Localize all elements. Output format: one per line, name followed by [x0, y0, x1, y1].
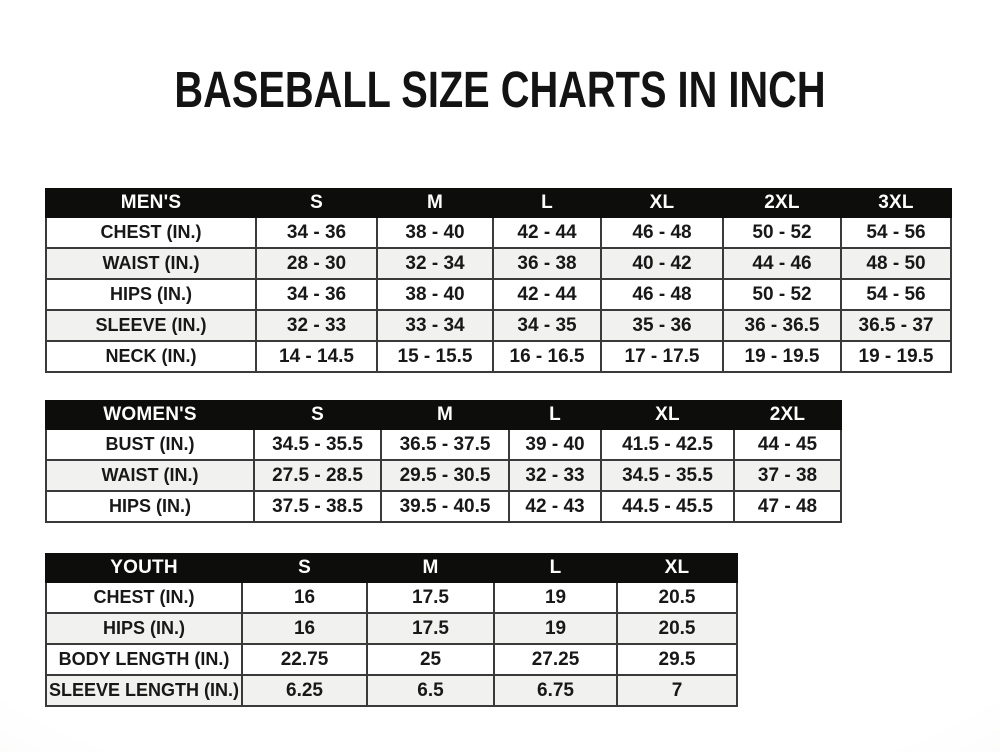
column-header-cell: S [242, 554, 367, 582]
size-value-cell: 16 [242, 582, 367, 613]
row-label-cell: CHEST (IN.) [46, 217, 256, 248]
header-row [46, 401, 841, 429]
size-value-cell: 6.75 [494, 675, 617, 706]
column-header-cell: XL [601, 401, 734, 429]
table-row [46, 460, 841, 491]
column-header-cell: S [254, 401, 381, 429]
size-value-cell: 35 - 36 [601, 310, 723, 341]
column-header-cell: 2XL [734, 401, 841, 429]
size-value-cell: 28 - 30 [256, 248, 377, 279]
size-value-cell: 50 - 52 [723, 279, 841, 310]
size-value-cell: 40 - 42 [601, 248, 723, 279]
size-value-cell: 39 - 40 [509, 429, 601, 460]
size-value-cell: 38 - 40 [377, 217, 493, 248]
size-value-cell: 29.5 [617, 644, 737, 675]
size-value-cell: 32 - 33 [509, 460, 601, 491]
table-row [46, 644, 737, 675]
size-value-cell: 41.5 - 42.5 [601, 429, 734, 460]
size-value-cell: 34 - 36 [256, 279, 377, 310]
column-header-cell: M [367, 554, 494, 582]
size-value-cell: 37 - 38 [734, 460, 841, 491]
size-value-cell: 38 - 40 [377, 279, 493, 310]
mens-size-table [45, 188, 952, 373]
row-label-cell: HIPS (IN.) [46, 613, 242, 644]
size-value-cell: 17.5 [367, 582, 494, 613]
size-value-cell: 42 - 44 [493, 217, 601, 248]
size-value-cell: 17 - 17.5 [601, 341, 723, 372]
size-value-cell: 44 - 45 [734, 429, 841, 460]
size-value-cell: 14 - 14.5 [256, 341, 377, 372]
header-row [46, 554, 737, 582]
size-value-cell: 46 - 48 [601, 217, 723, 248]
column-header-cell: 2XL [723, 189, 841, 217]
size-value-cell: 44 - 46 [723, 248, 841, 279]
column-header-cell: M [381, 401, 509, 429]
size-value-cell: 36.5 - 37.5 [381, 429, 509, 460]
table-title-cell: WOMEN'S [46, 401, 254, 429]
size-value-cell: 34 - 36 [256, 217, 377, 248]
size-value-cell: 34 - 35 [493, 310, 601, 341]
page-title: BASEBALL SIZE CHARTS IN INCH [174, 61, 826, 118]
column-header-cell: M [377, 189, 493, 217]
table-row [46, 217, 951, 248]
row-label-cell: BODY LENGTH (IN.) [46, 644, 242, 675]
size-value-cell: 32 - 34 [377, 248, 493, 279]
size-value-cell: 19 - 19.5 [841, 341, 951, 372]
womens-size-table [45, 400, 842, 523]
size-value-cell: 6.5 [367, 675, 494, 706]
size-value-cell: 46 - 48 [601, 279, 723, 310]
table-row [46, 341, 951, 372]
size-value-cell: 17.5 [367, 613, 494, 644]
column-header-cell: XL [601, 189, 723, 217]
column-header-cell: L [509, 401, 601, 429]
size-value-cell: 19 - 19.5 [723, 341, 841, 372]
table-row [46, 491, 841, 522]
size-value-cell: 20.5 [617, 582, 737, 613]
column-header-cell: L [494, 554, 617, 582]
row-label-cell: SLEEVE LENGTH (IN.) [46, 675, 242, 706]
table-title-cell: YOUTH [46, 554, 242, 582]
size-value-cell: 50 - 52 [723, 217, 841, 248]
size-value-cell: 22.75 [242, 644, 367, 675]
column-header-cell: 3XL [841, 189, 951, 217]
size-value-cell: 19 [494, 613, 617, 644]
row-label-cell: NECK (IN.) [46, 341, 256, 372]
size-value-cell: 27.25 [494, 644, 617, 675]
size-value-cell: 16 - 16.5 [493, 341, 601, 372]
size-value-cell: 44.5 - 45.5 [601, 491, 734, 522]
header-row [46, 189, 951, 217]
size-value-cell: 42 - 43 [509, 491, 601, 522]
column-header-cell: L [493, 189, 601, 217]
table-row [46, 248, 951, 279]
size-value-cell: 34.5 - 35.5 [254, 429, 381, 460]
table-row [46, 675, 737, 706]
size-value-cell: 16 [242, 613, 367, 644]
size-value-cell: 19 [494, 582, 617, 613]
size-value-cell: 7 [617, 675, 737, 706]
size-value-cell: 34.5 - 35.5 [601, 460, 734, 491]
row-label-cell: WAIST (IN.) [46, 460, 254, 491]
size-value-cell: 6.25 [242, 675, 367, 706]
table-row [46, 310, 951, 341]
column-header-cell: XL [617, 554, 737, 582]
table-row [46, 582, 737, 613]
size-value-cell: 29.5 - 30.5 [381, 460, 509, 491]
size-value-cell: 37.5 - 38.5 [254, 491, 381, 522]
size-value-cell: 36.5 - 37 [841, 310, 951, 341]
row-label-cell: WAIST (IN.) [46, 248, 256, 279]
column-header-cell: S [256, 189, 377, 217]
size-value-cell: 32 - 33 [256, 310, 377, 341]
size-value-cell: 25 [367, 644, 494, 675]
table-row [46, 613, 737, 644]
row-label-cell: HIPS (IN.) [46, 491, 254, 522]
table-title-cell: MEN'S [46, 189, 256, 217]
table-row [46, 429, 841, 460]
size-value-cell: 39.5 - 40.5 [381, 491, 509, 522]
table-row [46, 279, 951, 310]
row-label-cell: BUST (IN.) [46, 429, 254, 460]
size-value-cell: 54 - 56 [841, 217, 951, 248]
size-value-cell: 54 - 56 [841, 279, 951, 310]
size-value-cell: 27.5 - 28.5 [254, 460, 381, 491]
size-value-cell: 42 - 44 [493, 279, 601, 310]
size-value-cell: 48 - 50 [841, 248, 951, 279]
size-value-cell: 36 - 38 [493, 248, 601, 279]
size-value-cell: 20.5 [617, 613, 737, 644]
row-label-cell: SLEEVE (IN.) [46, 310, 256, 341]
size-value-cell: 15 - 15.5 [377, 341, 493, 372]
row-label-cell: HIPS (IN.) [46, 279, 256, 310]
size-value-cell: 47 - 48 [734, 491, 841, 522]
row-label-cell: CHEST (IN.) [46, 582, 242, 613]
youth-size-table [45, 553, 738, 707]
size-value-cell: 33 - 34 [377, 310, 493, 341]
size-value-cell: 36 - 36.5 [723, 310, 841, 341]
